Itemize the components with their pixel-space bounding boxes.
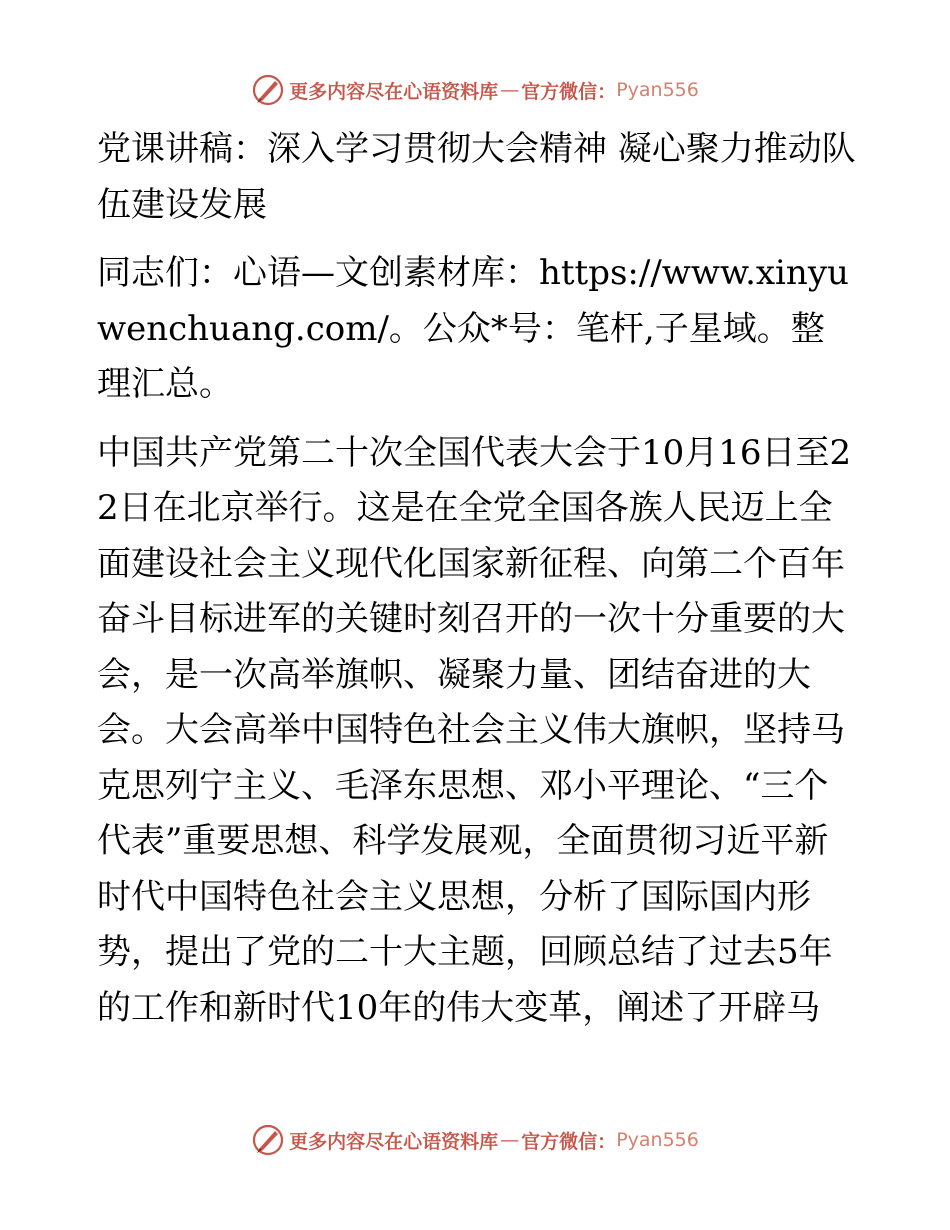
header-watermark (0, 70, 950, 110)
document-title: 党课讲稿：深入学习贯彻大会精神 凝心聚力推动队伍建设发展 (97, 129, 856, 225)
document-body (97, 122, 857, 1049)
watermark-text: 更多内容尽在心语资料库 (289, 80, 499, 103)
watermark-text: 更多内容尽在心语资料库 (289, 1130, 499, 1153)
watermark-wechat-id: Pyan556 (616, 1129, 699, 1151)
paragraph-body: 中国共产党第二十次全国代表大会于10月16日至22日在北京举行。这是在全党全国各族人民迈上全面建设社会主义现代化国家新征程、向第二个百年奋斗目标进军的关键时刻召开的一次十分重要的大会，是一次高举旗帜、凝聚力量、团结奋进的大会。大会高举中国特色社会主义伟大旗帜，坚持马克思列宁主义、毛泽东思想、邓小平理论、“三个代表”重要思想、科学发展观，全面贯彻习近平新时代中国特色社会主义思想，分析了国际国内形势，提出了党的二十大主题，回顾总结了过去5年的工作和新时代10年的伟大变革，阐述了开辟马 (97, 432, 852, 1028)
watermark-separator: — (500, 1129, 520, 1151)
footer-watermark (0, 1120, 950, 1160)
quill-logo-icon (251, 73, 285, 107)
quill-logo-icon (251, 1123, 285, 1157)
paragraph-greeting: 同志们：心语—文创素材库：https://www.xinyuwenchuang.com/。公众*号：笔杆,子星域。整理汇总。 (97, 253, 849, 404)
watermark-wechat-label: 官方微信： (521, 80, 617, 103)
watermark-wechat-label: 官方微信： (521, 1130, 617, 1153)
watermark-separator: — (500, 79, 520, 101)
watermark-wechat-id: Pyan556 (616, 79, 699, 101)
